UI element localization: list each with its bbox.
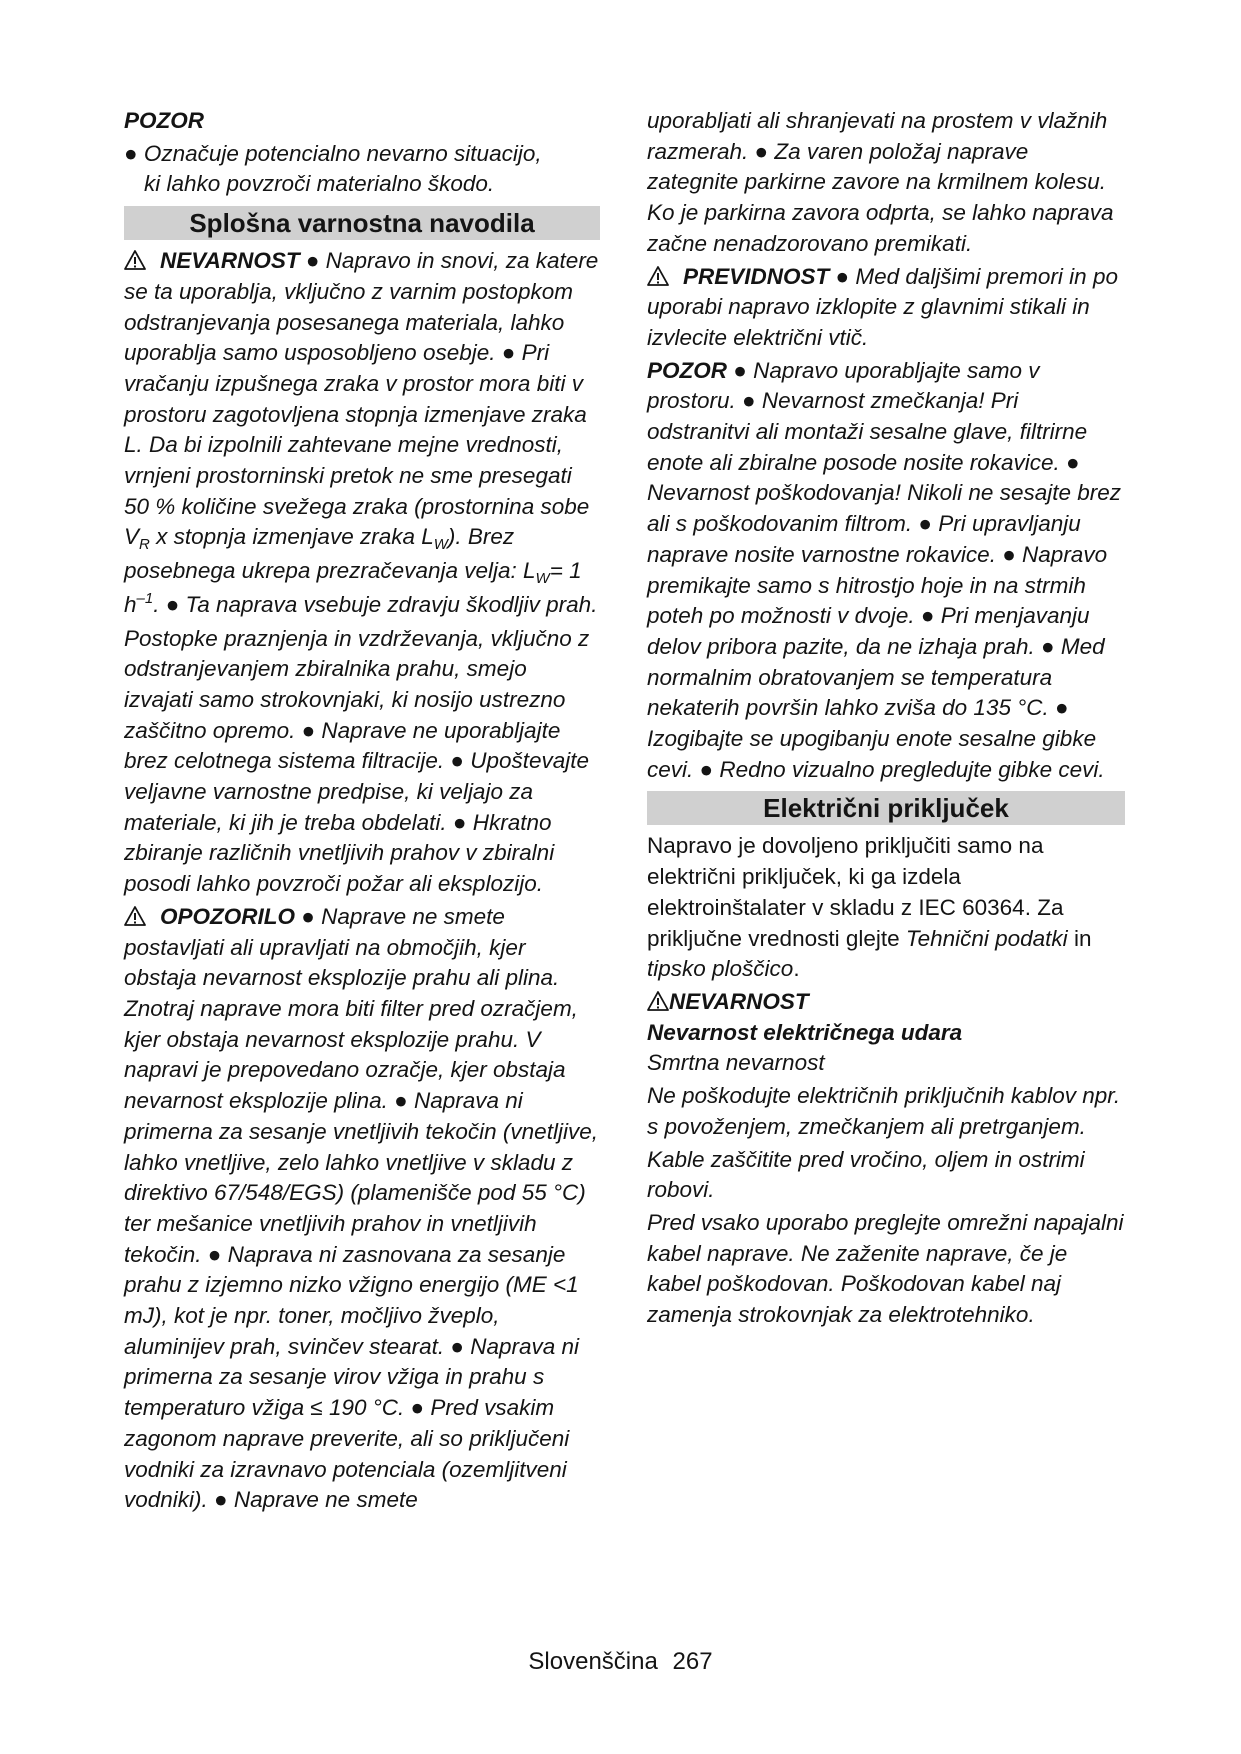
superscript-minus-one: –1	[136, 589, 154, 607]
type-plate-reference: tipsko ploščico	[647, 956, 794, 982]
opozorilo-paragraph	[124, 902, 600, 1516]
section-heading-electrical-connection: Električni priključek	[647, 791, 1125, 825]
danger-label: NEVARNOST	[669, 988, 809, 1014]
warning-triangle-icon	[124, 906, 146, 926]
previdnost-paragraph	[647, 262, 1125, 354]
pozor-line-2: ki lahko povzroči materialno škodo.	[144, 171, 495, 197]
danger-heading	[647, 987, 1125, 1018]
nevarnost-paragraph	[124, 246, 600, 900]
footer-language: Slovenščina	[528, 1648, 658, 1675]
right-column	[647, 106, 1125, 1333]
electrical-text-1: Napravo je dovoljeno priključiti samo na električni priključek, ki ga izdela elektroinštalater v skladu z IEC 60364. Za priključne vrednosti glejte	[647, 833, 1064, 951]
danger-paragraph-3: Pred vsako uporabo preglejte omrežni napajalni kabel naprave. Ne zaženite naprave, če je kabel poškodovan. Poškodovan kabel naj zamenja strokovnjak za elektrotehniko.	[647, 1209, 1124, 1328]
pozor-paragraph	[647, 356, 1125, 786]
warning-triangle-icon	[647, 991, 669, 1011]
page-number: 267	[672, 1648, 713, 1675]
electrical-text-3: .	[793, 956, 800, 982]
danger-subtitle: Smrtna nevarnost	[647, 1050, 825, 1076]
section-heading-general-safety: Splošna varnostna navodila	[124, 206, 600, 240]
nevarnost-text-2: x stopnja izmenjave zraka L	[149, 524, 434, 550]
pozor-line-1: ● Označuje potencialno nevarno situacijo,	[124, 140, 542, 166]
left-column	[124, 106, 600, 1518]
technical-data-reference: Tehnični podatki	[905, 925, 1068, 951]
pozor-label: POZOR	[647, 357, 728, 383]
electrical-text-2: in	[1067, 925, 1092, 951]
nevarnost-text-4: = 1 h	[124, 558, 582, 617]
nevarnost-text-1: ● Napravo in snovi, za katere se ta uporablja, vključno z varnim postopkom odstranjevanja posesanega materiala, lahko uporablja samo usposobljeno osebje. ● Pri vračanju izpušnega zraka v prostor mora biti v prostoru zagotovljena stopnja izmenjave zraka L. Da bi izpolnili zahtevane mejne vrednosti, vrnjeni prostorninski pretok ne sme presegati 50 % količine svežega zraka (prostornina sobe V	[124, 248, 599, 550]
opozorilo-text: ● Naprave ne smete postavljati ali upravljati na območjih, kjer obstaja nevarnost eksplozije prahu ali plina. Znotraj naprave mora biti filter pred ozračjem, kjer obstaja nevarnost eksplozije prahu. V napravi je prepovedano ozračje, kjer obstaja nevarnost eksplozije plina. ● Naprava ni primerna za sesanje vnetljivih tekočin (vnetljive, lahko vnetljive, zelo lahko vnetljive v skladu z direktivo 67/548/EGS) (plamenišče pod 55 °C) ter mešanice vnetljivih prahov in vnetljivih tekočin. ● Naprava ni zasnovana za sesanje prahu z izjemno nizko vžigno energijo (ME <1 mJ), kot je npr. toner, močljivo žveplo, aluminijev prah, svinčev stearat. ● Naprava ni primerna za sesanje virov vžiga in prahu s temperaturo vžiga ≤ 190 °C. ● Pred vsakim zagonom naprave preverite, ali so priključeni vodniki za izravnavo potenciala (ozemljitveni vodniki). ● Naprave ne smete	[124, 903, 598, 1513]
subscript-w-2: W	[535, 570, 550, 588]
nevarnost-text-3: ). Brez posebnega ukrepa prezračevanja velja: L	[124, 524, 536, 584]
pozor-title: POZOR	[124, 108, 205, 133]
subscript-r: R	[139, 536, 150, 554]
continued-paragraph: uporabljati ali shranjevati na prostem v vlažnih razmerah. ● Za varen položaj naprave zategnite parkirne zavore na krmilnem kolesu. Ko je parkirna zavora odprta, se lahko naprava začne nenadzorovano premikati.	[647, 108, 1114, 256]
nevarnost-text-5: . ● Ta naprava vsebuje zdravju škodljiv prah. Postopke praznjenja in vzdrževanja, vključno z odstranjevanjem zbiralnika prahu, smejo izvajati samo strokovnjaki, ki nosijo ustrezno zaščitno opremo. ● Naprave ne uporabljajte brez celotnega sistema filtracije. ● Upoštevajte veljavne varnostne predpise, ki veljajo za materiale, ki jih je treba obdelati. ● Hkratno zbiranje različnih vnetljivih prahov v zbiralni posodi lahko povzroči požar ali eksplozijo.	[124, 591, 598, 897]
electrical-paragraph	[647, 831, 1125, 985]
subscript-w: W	[433, 536, 448, 554]
warning-triangle-icon	[647, 266, 669, 286]
page-footer	[0, 1648, 1241, 1676]
previdnost-label: PREVIDNOST	[683, 263, 830, 289]
danger-title: Nevarnost električnega udara	[647, 1019, 963, 1045]
opozorilo-label: OPOZORILO	[160, 903, 295, 929]
danger-paragraph-1: Ne poškodujte električnih priključnih kablov npr. s povoženjem, zmečkanjem ali pretrganjem.	[647, 1083, 1121, 1139]
pozor-text: ● Napravo uporabljajte samo v prostoru. ● Nevarnost zmečkanja! Pri odstranitvi ali montaži sesalne glave, filtrirne enote ali zbiralne posode nosite rokavice. ● Nevarnost poškodovanja! Nikoli ne sesajte brez ali s poškodovanim filtrom. ● Pri upravljanju naprave nosite varnostne rokavice. ● Napravo premikajte samo s hitrostjo hoje in na strmih poteh po možnosti v dvoje. ● Pri menjavanju delov pribora pazite, da ne izhaja prah. ● Med normalnim obratovanjem se temperatura nekaterih površin lahko zviša do 135 °C. ● Izogibajte se upogibanju enote sesalne gibke cevi. ● Redno vizualno pregledujte gibke cevi.	[647, 357, 1122, 782]
danger-paragraph-2: Kable zaščitite pred vročino, oljem in ostrimi robovi.	[647, 1146, 1085, 1203]
previdnost-text: ● Med daljšimi premori in po uporabi napravo izklopite z glavnimi stikali in izvlecite električni vtič.	[647, 263, 1118, 350]
warning-triangle-icon	[124, 250, 146, 270]
nevarnost-label: NEVARNOST	[160, 248, 300, 274]
